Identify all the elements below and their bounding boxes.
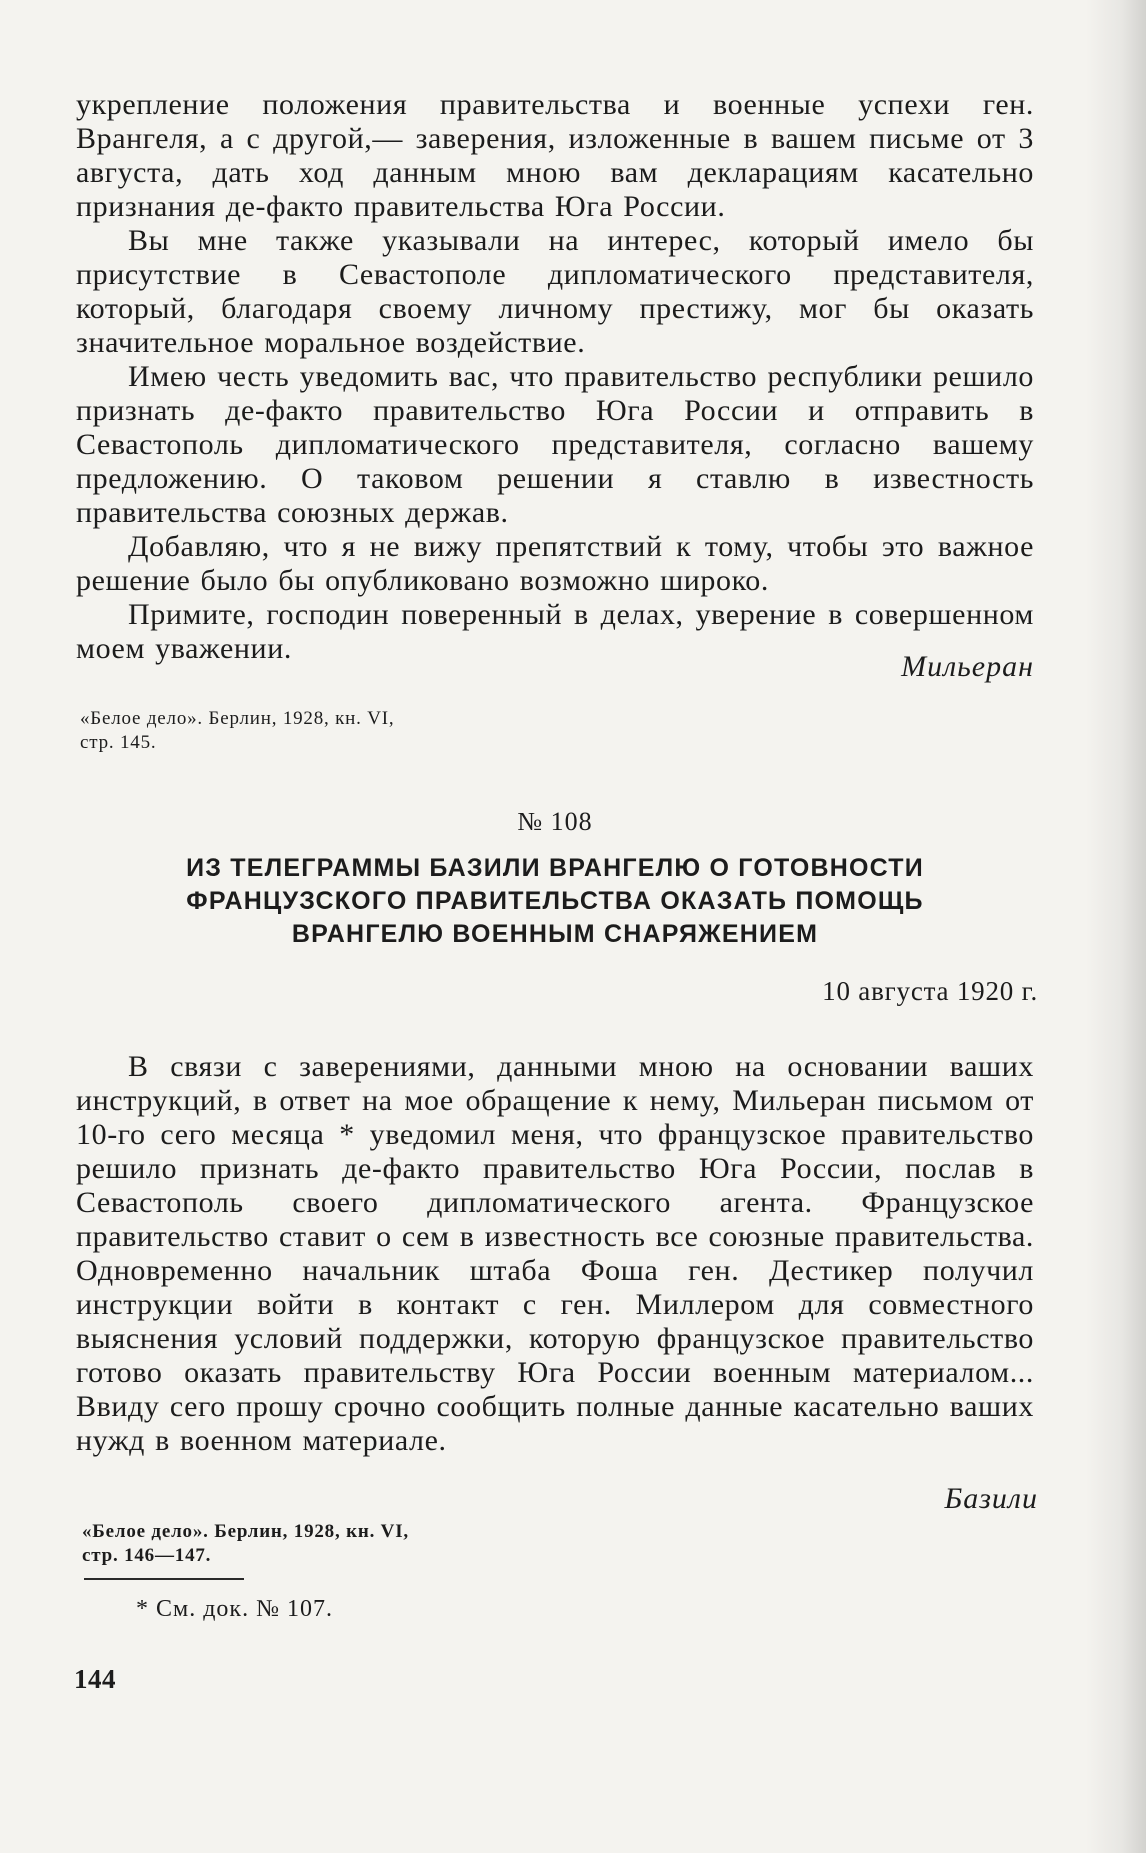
source-citation [82,1520,682,1568]
source-citation [80,707,680,755]
letter-continuation [76,88,1034,666]
paragraph: Вы мне также указывали на интерес, который имело бы присутствие в Севастополе дипломатического представителя, который, благодаря своему личному престижу, мог бы оказать значительное моральное воздействие. [76,224,1034,359]
title-line: ФРАНЦУЗСКОГО ПРАВИТЕЛЬСТВА ОКАЗАТЬ ПОМОЩЬ [186,887,924,915]
signature-millerand: Мильеран [901,650,1034,683]
paragraph: В связи с заверениями, данными мною на основании ваших инструкций, в ответ на мое обращение к нему, Мильеран письмом от 10-го сего месяца * уведомил меня, что французское правительство решило признать де-факто правительство Юга России, послав в Севастополь своего дипломатического агента. Французское правительство ставит о сем в известность все союзные правительства. Одновременно начальник штаба Фоша ген. Дестикер получил инструкции войти в контакт с ген. Миллером для совместного выяснения условий поддержки, которую французское правительство готово оказать правительству Юга России военным материалом... Ввиду сего прошу срочно сообщить полные данные касательно ваших нужд в военном материале. [76,1050,1034,1457]
paragraph: укрепление положения правительства и военные успехи ген. Врангеля, а с другой,— заверения, изложенные в вашем письме от 3 августа, дать ход данным мною вам декларациям касательно признания де-факто правительства Юга России. [76,88,1034,223]
paragraph: Имею честь уведомить вас, что правительство республики решило признать де-факто правительство Юга России и отправить в Севастополь дипломатического представителя, согласно вашему предложению. О таковом решении я ставлю в известность правительства союзных держав. [76,360,1034,529]
title-line: ИЗ ТЕЛЕГРАММЫ БАЗИЛИ ВРАНГЕЛЮ О ГОТОВНОСТИ [186,854,924,882]
source-line: «Белое дело». Берлин, 1928, кн. VI, [82,1521,409,1542]
document-number: № 108 [517,807,593,836]
title-line: ВРАНГЕЛЮ ВОЕННЫМ СНАРЯЖЕНИЕМ [291,920,819,948]
footnote-divider [84,1578,244,1580]
signature-basili: Базили [944,1482,1038,1515]
source-line: стр. 145. [80,732,157,753]
telegram-body [76,1050,1034,1458]
footnote: * См. док. № 107. [136,1596,333,1622]
page-number: 144 [74,1664,116,1694]
page-edge-shadow [1086,0,1146,1853]
document-title [76,852,1034,951]
source-line: «Белое дело». Берлин, 1928, кн. VI, [80,708,395,729]
document-date: 10 августа 1920 г. [822,976,1038,1006]
paragraph: Добавляю, что я не вижу препятствий к тому, чтобы это важное решение было бы опубликовано возможно широко. [76,530,1034,597]
paragraph: Примите, господин поверенный в делах, уверение в совершенном моем уважении. [76,598,1034,665]
source-line: стр. 146—147. [82,1545,212,1566]
